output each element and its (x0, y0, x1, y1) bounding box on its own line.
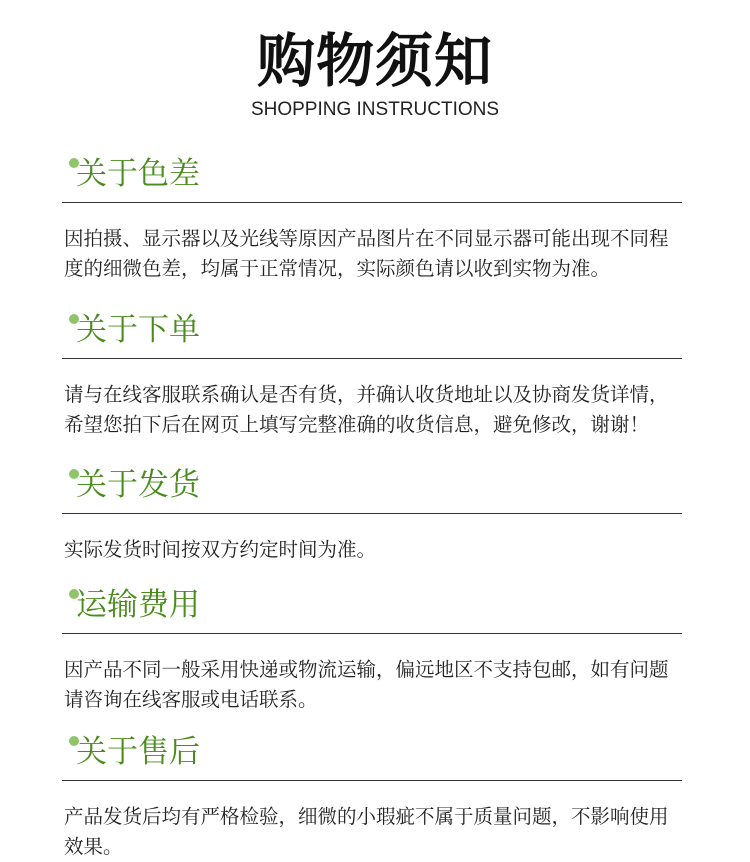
body-text-line: 请咨询在线客服或电话联系。 (64, 688, 318, 711)
body-text-line: 因产品不同一般采用快递或物流运输，偏远地区不支持包邮，如有问题 (64, 658, 669, 681)
section-divider (62, 633, 682, 634)
section-body (64, 224, 694, 284)
body-text-line: 效果。 (64, 835, 123, 858)
section-divider (62, 202, 682, 203)
section-body (64, 655, 694, 715)
section-heading: 关于下单 (76, 312, 200, 348)
section-divider (62, 513, 682, 514)
body-text-line: 希望您拍下后在网页上填写完整准确的收货信息，避免修改，谢谢！ (64, 413, 650, 436)
body-text-line: 产品发货后均有严格检验，细微的小瑕疵不属于质量问题，不影响使用 (64, 805, 669, 828)
page-title: 购物须知 (256, 27, 493, 95)
section-heading: 运输费用 (76, 587, 200, 623)
section-divider (62, 358, 682, 359)
body-text-line: 因拍摄、显示器以及光线等原因产品图片在不同显示器可能出现不同程 (64, 227, 669, 250)
page-subtitle: SHOPPING INSTRUCTIONS (250, 99, 500, 120)
section-body (64, 802, 694, 862)
body-text-line: 度的细微色差，均属于正常情况，实际颜色请以收到实物为准。 (64, 257, 611, 280)
section-heading: 关于色差 (76, 156, 200, 192)
body-text-line: 实际发货时间按双方约定时间为准。 (64, 538, 377, 561)
section-divider (62, 780, 682, 781)
section-heading: 关于发货 (76, 467, 200, 503)
section-body (64, 535, 694, 565)
body-text-line: 请与在线客服联系确认是否有货，并确认收货地址以及协商发货详情， (64, 383, 669, 406)
section-heading: 关于售后 (76, 734, 200, 770)
section-body (64, 380, 694, 440)
